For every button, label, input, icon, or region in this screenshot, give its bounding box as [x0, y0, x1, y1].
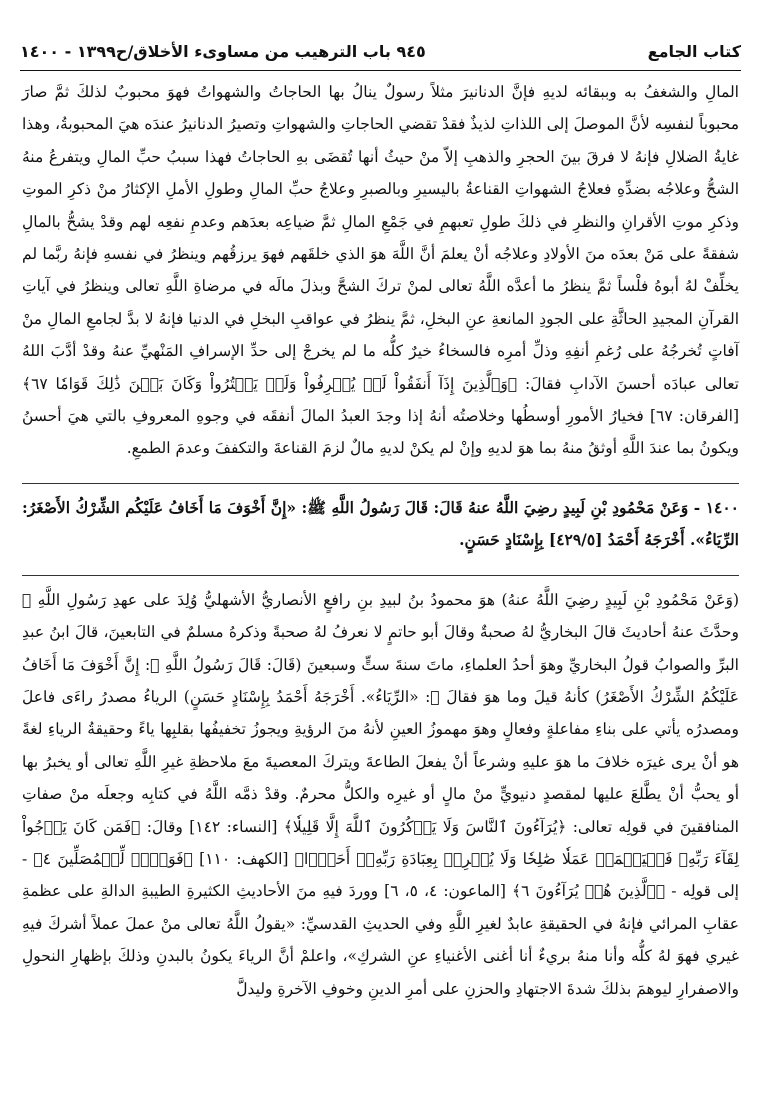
page-body: [22, 76, 739, 1005]
commentary-text-2: [الفرقان: ٦٧] فخيارُ الأمورِ أوسطُها وخلاصتُه أنهُ إذا وجدَ العبدُ المالَ أنفقَه في وجوهِ المعروفِ بالتي هيَ أحسنُ ويكونُ بما عندَ اللَّهِ أوثقُ منهُ بما هوَ لديهِ وإنْ لم يكنْ لديهِ مالٌ لزمَ القناعةَ والتكففَ وعدمَ الطمعِ.: [22, 407, 740, 458]
section-divider: [22, 483, 739, 484]
footnote-divider: [22, 575, 739, 576]
quran-verse-2: ﴿يُرَآءُونَ ٱلنَّاسَ وَلَا يَذۡكُرُونَ ٱللَّهَ إِلَّا قَلِيلٗا﴾: [283, 817, 567, 836]
commentary-text-4: [الماعون: ٤، ٥، ٦] ووردَ فيهِ منَ الأحاديثِ الكثيرةِ الطيبةِ الدالةِ على عظمةِ عقابِ المرائي فإنهُ في الحقيقةِ عابدٌ لغيرِ اللَّهِ وفي الحديثِ القدسيِّ: «يقولُ اللَّهُ تعالى منْ عملَ عملاً أشركَ فيهِ غيري فهوَ لهُ كلُّه وأنا منهُ بريءٌ أنا أغنى الأغنياءِ عنِ الشركِ»، واعلمْ أنَّ الرياءَ يكونُ بالبدنِ وذلكَ بإظهارِ النحولِ والاصفرارِ ليوهمَ بذلكَ شدةَ الاجتهادِ والحزنِ على أمرِ الدينِ وخوفِ الآخرةِ وليدلَّ: [22, 882, 739, 998]
verse-reference-2: [النساء: ١٤٢] وقالَ:: [146, 817, 278, 836]
page-header: [20, 34, 741, 68]
header-rule: [20, 70, 741, 71]
commentary-paragraph-1: [22, 76, 739, 465]
quran-verse-1: ﴿وَٱلَّذِينَ إِذَآ أَنفَقُواْ لَمۡ يُسۡرِفُواْ وَلَمۡ يَقۡتُرُواْ وَكَانَ بَيۡنَ ذَٰلِكَ قَوَامٗا ٦٧﴾: [22, 374, 518, 393]
verse-reference-3: [الكهف: ١١٠]: [199, 849, 289, 868]
hadith-text: ١٤٠٠ - وَعَنْ مَحْمُودِ بْنِ لَبِيدٍ رضِيَ اللَّهُ عنهُ قَالَ: قَالَ رَسُولُ اللَّهِ ﷺ: «إِنَّ أَخْوَفَ مَا أَخَافُ عَلَيْكُم الشِّرْكُ الأَصْغَرُ: الرِّيَاءُ». أَخْرَجَهُ أَحْمَدُ [٤٢٩/٥] بِإِسْنَادٍ حَسَنٍ.: [22, 497, 739, 550]
commentary-paragraph-2: [22, 584, 739, 1005]
commentary-text-1: المالِ والشغفُ به وببقائه لديهِ فإنَّ الدنانيرَ مثلاً رسولٌ ينالُ بها الحاجاتُ والشهواتُ فهوَ محبوبٌ لذلكَ ثمَّ صارَ محبوباً لنفسِه لأنَّ الموصلَ إلى اللذاتِ لذيذٌ فقدْ تقضي الحاجاتِ والشهواتِ وتصيرُ الدنانيرُ عندَه هيَ المحبوبةُ، وهذا غايةُ الضلالِ فإنهُ لا فرقَ بينَ الحجرِ والذهبِ إلاّ منْ حيثُ أنها تُقضَى بهِ الحاجاتُ فهذا سببُ حبِّ المالِ ويتفرعُ منهُ الشحُّ وعلاجُه بضدِّهِ فعلاجُ الشهواتِ القناعةُ باليسيرِ وبالصبرِ وعلاجُ حبِّ المالِ وطولِ الأملِ الإكثارُ منْ ذكرِ الموتِ وذكرِ موتِ الأقرانِ والنظرِ في ذلكَ طولِ تعبهمِ في جَمْعِ المالِ ثمَّ ضياعِه بعدَهم وعدمِ نفعِه لهم وقدْ يشحُّ بالمالِ شفقةً على مَنْ بعدَه منَ الأولادِ وعلاجُه أنْ يعلمَ أنَّ اللَّهَ هوَ الذي خلقَهم فهوَ يرزقُهم وينظرُ في نفسهِ فإنهُ ربَّما لم يخلِّفْ لهُ أبوهُ فلْساً ثمَّ ينظرُ ما أعدَّه اللَّهُ تعالى لمنْ تركَ الشحَّ وبذلَ مالَه في مرضاةِ اللَّهِ تعالى وينظرُ في آياتِ القرآنِ المجيدِ الحاثَّةِ على الجودِ المانعةِ عنِ البخلِ، ثمَّ ينظرُ في عواقبِ البخلِ في الدنيا فإنهُ لا بدَّ لجامعِ المالِ منْ آفاتٍ تُخرجُهُ على رُغمِ أنفِهِ وذلِّ أمرِه فالسخاءُ خيرٌ كلُّه ما لم يخرجْ إلى حدِّ الإسرافِ المَنْهيِّ عنهُ وقدْ أدَّبَ اللهُ تعالى عبادَه أحسنَ الآدابِ فقالَ:: [22, 83, 740, 393]
quran-verse-4: ﴿فَوَيۡلٞ لِّلۡمُصَلِّينَ ٤﴾ - إلى قولِه - ﴿ٱلَّذِينَ هُمۡ يُرَآءُونَ ٦﴾: [22, 849, 739, 901]
commentary-text-3: (وَعَنْ مَحْمُودِ بْنِ لَبِيدٍ رضِيَ اللَّهُ عنهُ) هوَ محمودُ بنُ لبيدِ بنِ رافعٍ الأنصاريُّ الأشهليُّ وُلِدَ على عهدِ رَسُولِ اللَّهِ ﷺ وحدَّثَ عنهُ أحاديثَ قالَ البخاريُّ لهُ صحبةٌ وقالَ أبو حاتمٍ لا نعرفُ لهُ صحبةً وذكرهُ مسلمٌ في التابعينَ، قالَ ابنُ عبدِ البرِّ والصوابُ قولُ البخاريِّ وهوَ أحدُ العلماءِ، ماتَ سنةَ ستٍّ وسبعينَ (قَالَ: قَالَ رَسُولُ اللَّهِ ﷺ: إِنَّ أَخْوَفَ مَا أَخَافُ عَلَيْكُمُ الشِّرْكُ الأَصْغَرُ) كأنهُ قيلَ وما هوَ فقالَ ﷺ: «الرِّيَاءُ». أَخْرَجَهُ أَحْمَدُ بِإِسْنَادٍ حَسَنٍ) الرياءُ مصدرُ راءَى فاعلَ ومصدرُه يأتي على بناءِ مفاعلةٍ وفعالٍ وهوَ مهموزُ العينِ لأنهُ منَ الرؤيةِ ويجوزُ تخفيفُها بقلبِها ياءً وحقيقةُ الرياءِ لغةً هو أنْ يرى غيرَه خلافَ ما هوَ عليهِ وشرعاً أنْ يفعلَ الطاعةَ ويتركَ المعصيةَ معَ ملاحظةِ غيرِ اللَّهِ تعالى أو يخبرُ بها أو يحبُّ أنْ يطَّلعَ عليها لمقصدٍ دنيويٍّ منْ مالٍ أو غيرِه والكلُّ محرمٌ. وقدْ ذمَّه اللَّهُ في كتابِه وجعلَه منْ صفاتِ المنافقينَ في قولِه تعالى:: [22, 590, 739, 836]
book-title: كتاب الجامع: [647, 41, 741, 61]
quran-verse-3: ﴿فَمَن كَانَ يَرۡجُواْ لِقَآءَ رَبِّهِۦ فَلۡيَعۡمَلۡ عَمَلٗا صَٰلِحٗا وَلَا يُشۡرِكۡ بِعِبَادَةِ رَبِّهِۦٓ أَحَدَۢا﴾: [22, 817, 739, 868]
running-title: ٩٤٥ باب الترهيب من مساوىء الأخلاق/ح١٣٩٩ - ١٤٠٠: [20, 41, 426, 61]
